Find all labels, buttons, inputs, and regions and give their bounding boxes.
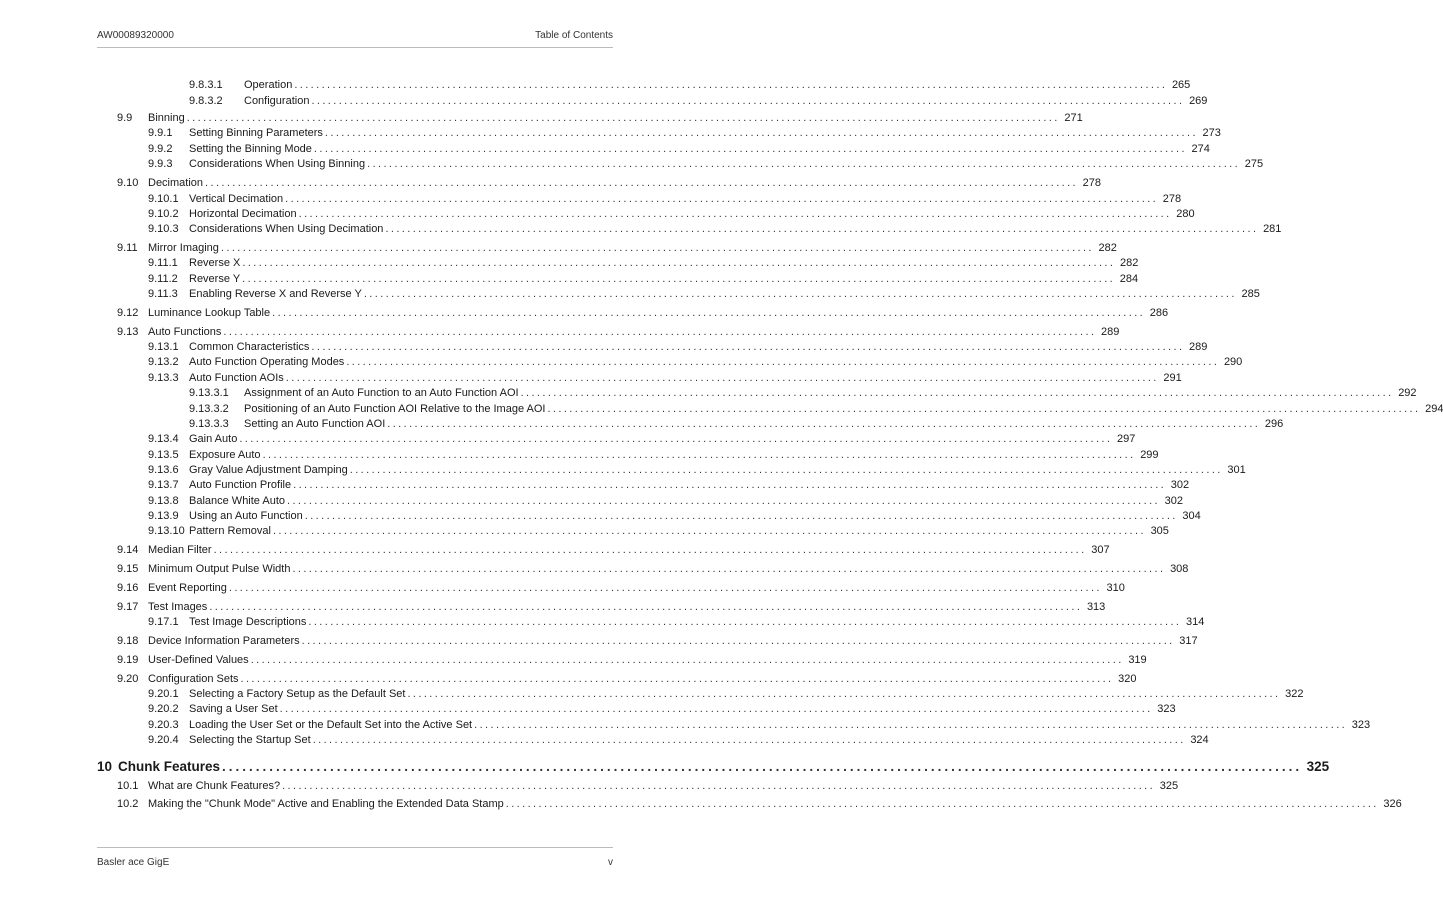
toc-dot-leader: ................................................................................................................................................................ xyxy=(285,372,1159,384)
toc-entry-page-number: 326 xyxy=(1383,798,1402,810)
toc-dot-leader: ................................................................................................................................................................ xyxy=(294,79,1168,91)
toc-entry-title: Operation xyxy=(244,79,293,91)
toc-entry-title: Device Information Parameters xyxy=(148,635,300,647)
toc-entry-title-row xyxy=(148,111,1083,125)
toc-dot-leader: ................................................................................................................................................................ xyxy=(287,495,1160,507)
toc-entry-title-row xyxy=(189,192,1182,206)
toc-entry-title-row xyxy=(189,448,1159,462)
toc-entry-title-row xyxy=(148,325,1120,339)
toc-dot-leader: ................................................................................................................................................................ xyxy=(272,525,1146,537)
toc-entry[interactable] xyxy=(0,241,1117,255)
toc-entry-page-number: 302 xyxy=(1170,479,1190,491)
toc-entry-title-row xyxy=(189,207,1195,221)
toc-entry-page-number: 269 xyxy=(1189,95,1208,107)
toc-entry-title-row xyxy=(189,478,1190,492)
toc-dot-leader: ................................................................................................................................................................ xyxy=(547,403,1421,415)
toc-entry-number: 9.17 xyxy=(117,601,139,613)
toc-entry-page-number: 325 xyxy=(1306,759,1330,774)
toc-entry-title-row xyxy=(189,702,1176,716)
toc-entry[interactable] xyxy=(0,386,1417,400)
toc-entry[interactable] xyxy=(0,797,1402,811)
toc-entry[interactable] xyxy=(0,653,1147,667)
toc-dot-leader: ................................................................................................................................................................ xyxy=(292,563,1166,575)
toc-entry-number: 9.20.3 xyxy=(148,719,179,731)
toc-entry-title: Chunk Features xyxy=(118,759,221,774)
toc-entry[interactable] xyxy=(0,192,1182,206)
toc-entry-page-number: 292 xyxy=(1398,387,1417,399)
toc-entry-title-row xyxy=(244,78,1191,92)
toc-entry-title: Making the "Chunk Mode" Active and Enabling the Extended Data Stamp xyxy=(148,798,504,810)
toc-entry[interactable] xyxy=(0,94,1208,108)
toc-entry-page-number: 299 xyxy=(1140,449,1159,461)
toc-entry-title: Assignment of an Auto Function to an Auto Function AOI xyxy=(244,387,519,399)
toc-dot-leader: ................................................................................................................................................................ xyxy=(367,158,1241,170)
toc-entry[interactable] xyxy=(0,402,1443,416)
toc-entry-page-number: 320 xyxy=(1118,673,1137,685)
toc-entry-number: 9.10.3 xyxy=(148,223,179,235)
toc-entry-title: Binning xyxy=(148,112,185,124)
toc-dot-leader: ................................................................................................................................................................ xyxy=(346,356,1220,368)
toc-entry-title: Considerations When Using Binning xyxy=(189,158,366,170)
toc-entry-number: 9.20.4 xyxy=(148,734,179,746)
toc-entry-number: 9.13.5 xyxy=(148,449,179,461)
toc-dot-leader: ................................................................................................................................................................ xyxy=(262,449,1136,461)
toc-dot-leader: ................................................................................................................................................................ xyxy=(242,273,1116,285)
toc-entry-title: Balance White Auto xyxy=(189,495,286,507)
toc-entry-title: What are Chunk Features? xyxy=(148,780,281,792)
toc-entry-title-row xyxy=(148,581,1125,595)
toc-entry-title-row xyxy=(189,432,1136,446)
toc-entry-title-row xyxy=(189,733,1209,747)
toc-entry-number: 9.20 xyxy=(117,673,139,685)
toc-entry-title-row xyxy=(148,176,1102,190)
toc-dot-leader: ................................................................................................................................................................ xyxy=(349,464,1223,476)
toc-entry-page-number: 278 xyxy=(1082,177,1102,189)
toc-entry-page-number: 281 xyxy=(1263,223,1282,235)
toc-entry-title: Common Characteristics xyxy=(189,341,310,353)
toc-entry-page-number: 296 xyxy=(1264,418,1284,430)
toc-dot-leader: ................................................................................................................................................................ xyxy=(242,257,1116,269)
toc-entry[interactable] xyxy=(0,718,1371,732)
toc-entry-title-row xyxy=(189,272,1139,286)
toc-entry-number: 9.9.2 xyxy=(148,143,173,155)
toc-dot-leader: ................................................................................................................................................................ xyxy=(308,616,1182,628)
toc-dot-leader: ................................................................................................................................................................ xyxy=(239,433,1113,445)
toc-entry-number: 9.11.3 xyxy=(148,288,178,300)
toc-entry-title-row xyxy=(148,634,1198,648)
toc-dot-leader: ................................................................................................................................................................ xyxy=(304,510,1178,522)
toc-entry-title-row xyxy=(189,494,1183,508)
toc-entry[interactable] xyxy=(0,634,1198,648)
toc-entry-number: 9.13.9 xyxy=(148,510,179,522)
toc-entry-title: User-Defined Values xyxy=(148,654,249,666)
toc-dot-leader: ................................................................................................................................................................ xyxy=(220,242,1094,254)
toc-entry-page-number: 319 xyxy=(1128,654,1147,666)
toc-entry-page-number: 290 xyxy=(1223,356,1243,368)
toc-entry-page-number: 271 xyxy=(1064,112,1083,124)
toc-entry-page-number: 286 xyxy=(1149,307,1169,319)
toc-entry-number: 10.2 xyxy=(117,798,139,810)
toc-entry-title: Configuration Sets xyxy=(148,673,239,685)
toc-dot-leader: ................................................................................................................................................................ xyxy=(312,734,1186,746)
toc-dot-leader: ................................................................................................................................................................ xyxy=(298,208,1172,220)
toc-entry-number: 9.16 xyxy=(117,582,139,594)
toc-entry-number: 9.17.1 xyxy=(148,616,179,628)
toc-entry-title: Auto Functions xyxy=(148,326,222,338)
toc-entry-number: 9.13 xyxy=(117,326,139,338)
toc-entry-title-row xyxy=(244,417,1284,431)
toc-entry[interactable] xyxy=(0,126,1221,140)
toc-entry-page-number: 317 xyxy=(1179,635,1198,647)
toc-entry-title: Configuration xyxy=(244,95,310,107)
toc-entry-title: Reverse X xyxy=(189,257,241,269)
toc-entry-title-row xyxy=(189,222,1282,236)
toc-entry-page-number: 310 xyxy=(1106,582,1125,594)
toc-entry-page-number: 323 xyxy=(1157,703,1176,715)
toc-entry-page-number: 305 xyxy=(1150,525,1169,537)
toc-entry[interactable] xyxy=(0,463,1246,477)
toc-entry-page-number: 285 xyxy=(1241,288,1260,300)
toc-entry-number: 9.13.7 xyxy=(148,479,179,491)
toc-entry-page-number: 301 xyxy=(1227,464,1246,476)
toc-entry-number: 9.13.3.1 xyxy=(189,387,229,399)
footer-page-number: v xyxy=(608,857,613,868)
toc-entry-number: 9.19 xyxy=(117,654,139,666)
toc-entry-title: Gray Value Adjustment Damping xyxy=(189,464,348,476)
toc-entry-page-number: 289 xyxy=(1101,326,1120,338)
toc-dot-leader: ................................................................................................................................................................ xyxy=(222,759,1303,774)
toc-entry-title-row xyxy=(244,94,1208,108)
toc-entry-number: 9.9.1 xyxy=(148,127,173,139)
toc-entry-number: 9.20.1 xyxy=(148,688,179,700)
toc-entry-page-number: 325 xyxy=(1159,780,1179,792)
toc-dot-leader: ................................................................................................................................................................ xyxy=(363,288,1237,300)
toc-entry-number: 9.11.1 xyxy=(148,257,178,269)
toc-entry[interactable] xyxy=(0,432,1136,446)
toc-entry-number: 9.11 xyxy=(117,242,138,254)
toc-entry[interactable] xyxy=(0,272,1139,286)
toc-entry[interactable] xyxy=(0,417,1284,431)
toc-entry-title: Test Image Descriptions xyxy=(189,616,307,628)
toc-entry-title-row xyxy=(189,524,1169,538)
toc-entry-title: Positioning of an Auto Function AOI Relative to the Image AOI xyxy=(244,403,546,415)
toc-dot-leader: ................................................................................................................................................................ xyxy=(213,544,1087,556)
toc-dot-leader: ................................................................................................................................................................ xyxy=(311,341,1185,353)
toc-entry-title-row xyxy=(189,463,1246,477)
toc-entry-title: Decimation xyxy=(148,177,204,189)
toc-entry-number: 9.10.2 xyxy=(148,208,179,220)
toc-dot-leader: ................................................................................................................................................................ xyxy=(205,177,1079,189)
toc-dot-leader: ................................................................................................................................................................ xyxy=(520,387,1394,399)
toc-entry[interactable] xyxy=(0,543,1110,557)
toc-entry-title: Saving a User Set xyxy=(189,703,278,715)
header-document-id: AW00089320000 xyxy=(97,30,174,41)
toc-entry-page-number: 302 xyxy=(1164,495,1183,507)
toc-entry-title: Reverse Y xyxy=(189,273,241,285)
toc-entry-page-number: 313 xyxy=(1086,601,1106,613)
toc-entry-title: Median Filter xyxy=(148,544,212,556)
toc-entry-title: Pattern Removal xyxy=(189,525,271,537)
toc-entry-number: 9.12 xyxy=(117,307,139,319)
toc-entry-title: Selecting a Factory Setup as the Default Set xyxy=(189,688,406,700)
toc-entry-page-number: 280 xyxy=(1176,208,1195,220)
footer-product-name: Basler ace GigE xyxy=(97,857,170,868)
toc-entry-title-row xyxy=(189,340,1208,354)
toc-entry-title-row xyxy=(189,256,1139,270)
toc-entry-number: 10 xyxy=(97,759,113,774)
toc-entry[interactable] xyxy=(0,615,1205,629)
toc-entry[interactable] xyxy=(0,509,1201,523)
toc-entry-title: Selecting the Startup Set xyxy=(189,734,311,746)
toc-dot-leader: ................................................................................................................................................................ xyxy=(324,127,1198,139)
toc-entry-title: Event Reporting xyxy=(148,582,227,594)
toc-entry-number: 9.8.3.2 xyxy=(189,95,223,107)
toc-entry-number: 9.13.10 xyxy=(148,525,185,537)
toc-entry-page-number: 274 xyxy=(1191,143,1210,155)
toc-entry-number: 9.9.3 xyxy=(148,158,173,170)
toc-entry-page-number: 308 xyxy=(1170,563,1189,575)
toc-entry-title: Auto Function Profile xyxy=(189,479,292,491)
toc-entry-title-row xyxy=(189,687,1304,701)
toc-entry-number: 9.20.2 xyxy=(148,703,179,715)
toc-entry-page-number: 297 xyxy=(1116,433,1136,445)
toc-entry-title-row xyxy=(148,779,1179,793)
toc-entry-title-row xyxy=(189,157,1264,171)
toc-entry[interactable] xyxy=(0,287,1260,301)
toc-entry[interactable] xyxy=(0,355,1243,369)
toc-entry-title-row xyxy=(148,562,1189,576)
toc-entry-title: Setting the Binning Mode xyxy=(189,143,312,155)
toc-entry-title-row xyxy=(189,615,1205,629)
toc-entry[interactable] xyxy=(0,176,1102,190)
toc-entry[interactable] xyxy=(0,702,1176,716)
toc-entry-title-row xyxy=(148,672,1137,686)
toc-entry-page-number: 282 xyxy=(1098,242,1117,254)
toc-entry-number: 9.13.3.3 xyxy=(189,418,229,430)
toc-dot-leader: ................................................................................................................................................................ xyxy=(311,95,1185,107)
toc-dot-leader: ................................................................................................................................................................ xyxy=(209,601,1083,613)
toc-entry[interactable] xyxy=(0,478,1190,492)
toc-entry-title: Setting an Auto Function AOI xyxy=(244,418,386,430)
toc-entry-title: Vertical Decimation xyxy=(189,193,284,205)
toc-entry-title: Exposure Auto xyxy=(189,449,261,461)
toc-entry-number: 9.14 xyxy=(117,544,139,556)
toc-entry-title-row xyxy=(189,371,1182,385)
toc-entry-title-row xyxy=(148,600,1106,614)
toc-entry-title: Auto Function AOIs xyxy=(189,372,284,384)
toc-entry[interactable] xyxy=(0,371,1182,385)
toc-entry[interactable] xyxy=(0,687,1304,701)
toc-entry[interactable] xyxy=(0,581,1125,595)
toc-dot-leader: ................................................................................................................................................................ xyxy=(228,582,1102,594)
toc-entry[interactable] xyxy=(0,733,1209,747)
toc-entry-title: Test Images xyxy=(148,601,208,613)
toc-dot-leader: ................................................................................................................................................................ xyxy=(250,654,1124,666)
toc-entry-page-number: 307 xyxy=(1091,544,1110,556)
toc-entry-title: Mirror Imaging xyxy=(148,242,219,254)
toc-entry-title-row xyxy=(244,386,1417,400)
toc-entry-title-row xyxy=(189,718,1371,732)
toc-dot-leader: ................................................................................................................................................................ xyxy=(301,635,1175,647)
toc-entry-number: 9.8.3.1 xyxy=(189,79,223,91)
toc-entry-page-number: 314 xyxy=(1186,616,1205,628)
toc-entry-page-number: 273 xyxy=(1202,127,1221,139)
toc-entry[interactable] xyxy=(0,111,1083,125)
toc-entry-number: 9.13.2 xyxy=(148,356,179,368)
toc-entry-number: 9.9 xyxy=(117,112,133,124)
toc-entry-number: 9.10.1 xyxy=(148,193,179,205)
toc-entry-title-row xyxy=(189,287,1260,301)
toc-entry[interactable] xyxy=(0,340,1208,354)
toc-entry-page-number: 291 xyxy=(1163,372,1182,384)
toc-entry-page-number: 284 xyxy=(1119,273,1139,285)
toc-entry-page-number: 294 xyxy=(1425,403,1443,415)
toc-entry[interactable] xyxy=(0,600,1106,614)
toc-entry[interactable] xyxy=(0,157,1264,171)
toc-entry-page-number: 323 xyxy=(1351,719,1371,731)
toc-entry[interactable] xyxy=(0,672,1137,686)
toc-entry[interactable] xyxy=(0,78,1191,92)
toc-entry-title-row xyxy=(148,797,1402,811)
toc-entry[interactable] xyxy=(0,142,1210,156)
toc-entry-page-number: 304 xyxy=(1182,510,1201,522)
toc-entry[interactable] xyxy=(0,325,1120,339)
toc-entry-title: Gain Auto xyxy=(189,433,238,445)
toc-dot-leader: ................................................................................................................................................................ xyxy=(407,688,1281,700)
toc-entry-title: Using an Auto Function xyxy=(189,510,303,522)
toc-dot-leader: ................................................................................................................................................................ xyxy=(505,798,1379,810)
toc-entry[interactable] xyxy=(0,306,1169,320)
toc-entry-title: Minimum Output Pulse Width xyxy=(148,563,291,575)
toc-entry-title-row xyxy=(148,653,1147,667)
toc-entry[interactable] xyxy=(0,448,1159,462)
toc-entry-page-number: 322 xyxy=(1285,688,1304,700)
toc-entry-number: 9.13.6 xyxy=(148,464,179,476)
toc-entry-title: Enabling Reverse X and Reverse Y xyxy=(189,288,362,300)
toc-dot-leader: ................................................................................................................................................................ xyxy=(223,326,1097,338)
toc-entry[interactable] xyxy=(0,494,1183,508)
toc-dot-leader: ................................................................................................................................................................ xyxy=(385,223,1259,235)
toc-entry-number: 10.1 xyxy=(117,780,139,792)
toc-dot-leader: ................................................................................................................................................................ xyxy=(282,780,1156,792)
toc-entry-title: Considerations When Using Decimation xyxy=(189,223,384,235)
toc-entry[interactable] xyxy=(0,207,1195,221)
toc-entry-page-number: 282 xyxy=(1119,257,1139,269)
header-section-title: Table of Contents xyxy=(535,30,613,41)
toc-entry[interactable] xyxy=(0,222,1282,236)
toc-entry-number: 9.13.3 xyxy=(148,372,179,384)
toc-entry[interactable] xyxy=(0,524,1169,538)
toc-entry-title-row xyxy=(244,402,1443,416)
toc-entry-title: Auto Function Operating Modes xyxy=(189,356,345,368)
toc-entry-page-number: 278 xyxy=(1162,193,1182,205)
toc-entry-number: 9.13.4 xyxy=(148,433,179,445)
toc-entry-page-number: 324 xyxy=(1190,734,1209,746)
toc-entry-title-row xyxy=(189,142,1210,156)
toc-entry-page-number: 275 xyxy=(1244,158,1264,170)
toc-entry-title: Setting Binning Parameters xyxy=(189,127,323,139)
toc-dot-leader: ................................................................................................................................................................ xyxy=(293,479,1167,491)
toc-entry-number: 9.13.3.2 xyxy=(189,403,229,415)
toc-entry-title-row xyxy=(189,355,1243,369)
toc-entry-title-row xyxy=(189,126,1221,140)
toc-dot-leader: ................................................................................................................................................................ xyxy=(387,418,1261,430)
toc-entry-page-number: 265 xyxy=(1171,79,1191,91)
toc-entry-title: Loading the User Set or the Default Set into the Active Set xyxy=(189,719,473,731)
toc-dot-leader: ................................................................................................................................................................ xyxy=(240,673,1114,685)
toc-dot-leader: ................................................................................................................................................................ xyxy=(313,143,1187,155)
footer-divider xyxy=(97,847,613,848)
toc-entry-title: Horizontal Decimation xyxy=(189,208,297,220)
toc-dot-leader: ................................................................................................................................................................ xyxy=(474,719,1348,731)
toc-entry-number: 9.10 xyxy=(117,177,139,189)
toc-entry[interactable] xyxy=(0,779,1179,793)
toc-dot-leader: ................................................................................................................................................................ xyxy=(279,703,1153,715)
toc-entry-number: 9.13.1 xyxy=(148,341,179,353)
toc-entry-title-row xyxy=(148,543,1110,557)
toc-entry-title-row xyxy=(148,306,1169,320)
toc-dot-leader: ................................................................................................................................................................ xyxy=(186,112,1060,124)
toc-chapter-entry[interactable] xyxy=(0,758,1330,776)
toc-entry-title-row xyxy=(118,758,1330,776)
toc-entry-number: 9.18 xyxy=(117,635,139,647)
toc-entry-title-row xyxy=(148,241,1117,255)
toc-dot-leader: ................................................................................................................................................................ xyxy=(285,193,1159,205)
toc-entry-page-number: 289 xyxy=(1189,341,1208,353)
toc-dot-leader: ................................................................................................................................................................ xyxy=(272,307,1146,319)
toc-entry-number: 9.11.2 xyxy=(148,273,178,285)
toc-entry-title: Luminance Lookup Table xyxy=(148,307,271,319)
toc-entry-number: 9.13.8 xyxy=(148,495,179,507)
toc-entry[interactable] xyxy=(0,562,1189,576)
toc-entry[interactable] xyxy=(0,256,1139,270)
toc-entry-number: 9.15 xyxy=(117,563,139,575)
toc-entry-title-row xyxy=(189,509,1201,523)
